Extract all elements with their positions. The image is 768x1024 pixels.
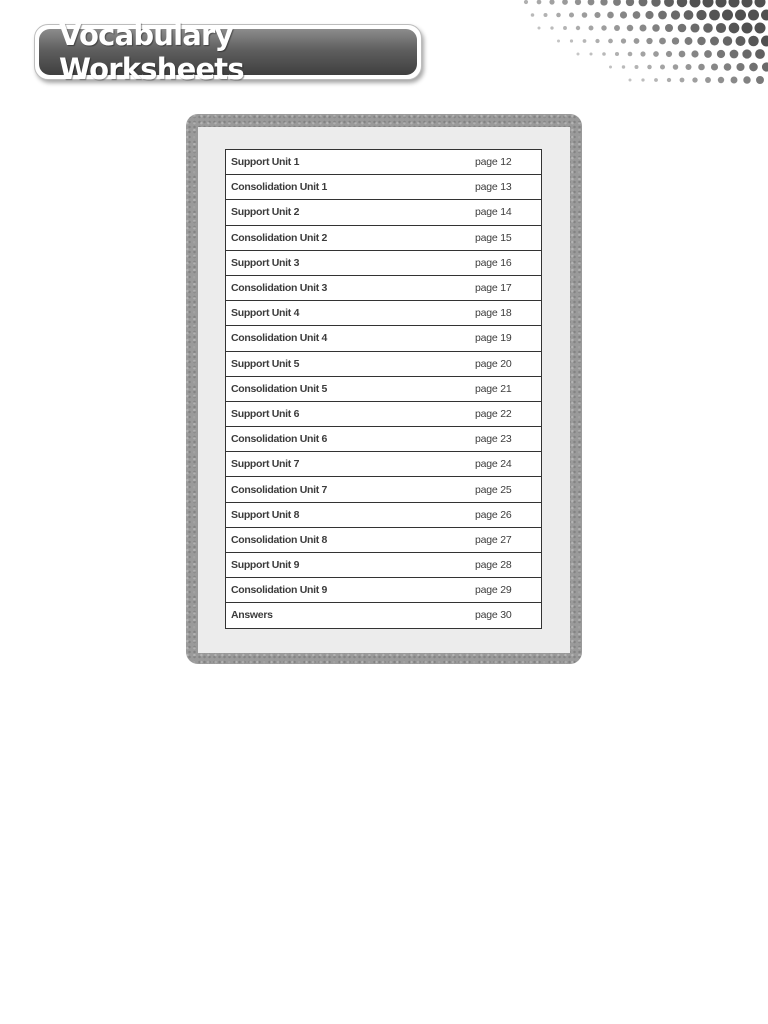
- halftone-dot: [576, 26, 580, 30]
- toc-entry-page: page 27: [475, 527, 542, 552]
- toc-entry-page: page 20: [475, 351, 542, 376]
- toc-entry-page: page 30: [475, 603, 542, 628]
- halftone-dot: [671, 10, 680, 19]
- toc-row: [226, 452, 542, 477]
- halftone-dot: [550, 26, 553, 29]
- toc-entry-label: Consolidation Unit 8: [226, 527, 476, 552]
- toc-entry-page: page 19: [475, 326, 542, 351]
- halftone-dot: [615, 52, 619, 56]
- halftone-dot: [563, 26, 567, 30]
- toc-entry-label: Support Unit 7: [226, 452, 476, 477]
- halftone-dot: [743, 76, 750, 83]
- toc-row: [226, 553, 542, 578]
- toc-row: [226, 578, 542, 603]
- halftone-dot: [742, 49, 751, 58]
- halftone-dot: [594, 12, 600, 18]
- halftone-dot: [698, 64, 705, 71]
- halftone-dot: [679, 51, 686, 58]
- halftone-dot: [621, 38, 626, 43]
- halftone-dot: [716, 0, 727, 8]
- halftone-dot: [665, 24, 673, 32]
- halftone-dot: [736, 36, 746, 46]
- halftone-dot: [600, 0, 607, 6]
- halftone-dot: [589, 26, 594, 31]
- toc-entry-label: Consolidation Unit 7: [226, 477, 476, 502]
- toc-row: [226, 150, 542, 175]
- halftone-dot: [704, 50, 712, 58]
- toc-row: [226, 527, 542, 552]
- halftone-dot: [531, 13, 535, 17]
- toc-row: [226, 401, 542, 426]
- halftone-dot: [710, 37, 719, 46]
- halftone-dot: [716, 23, 726, 33]
- halftone-dot: [614, 25, 620, 31]
- halftone-dot: [652, 24, 660, 32]
- toc-entry-label: Consolidation Unit 5: [226, 376, 476, 401]
- toc-row: [226, 326, 542, 351]
- halftone-dot: [538, 27, 541, 30]
- halftone-dot: [575, 0, 581, 5]
- toc-row: [226, 477, 542, 502]
- halftone-dot: [640, 51, 645, 56]
- toc-entry-page: page 17: [475, 275, 542, 300]
- halftone-dot: [645, 11, 653, 19]
- toc-table: [225, 149, 542, 629]
- halftone-dot: [633, 11, 641, 19]
- page-title: Vocabulary Worksheets: [59, 18, 244, 86]
- halftone-dot: [609, 66, 612, 69]
- halftone-dot: [696, 10, 706, 20]
- halftone-dot: [692, 77, 697, 82]
- halftone-dot: [582, 12, 588, 18]
- halftone-dot: [646, 38, 652, 44]
- halftone-dot: [627, 25, 633, 31]
- halftone-dot: [680, 78, 685, 83]
- toc-entry-label: Support Unit 5: [226, 351, 476, 376]
- halftone-dot: [761, 10, 768, 21]
- halftone-dot: [659, 38, 666, 45]
- halftone-dot: [589, 52, 592, 55]
- halftone-dot: [607, 12, 614, 19]
- halftone-dot: [736, 63, 744, 71]
- halftone-dot: [640, 25, 647, 32]
- halftone-dot: [577, 53, 580, 56]
- halftone-dot: [653, 51, 659, 57]
- toc-entry-label: Consolidation Unit 1: [226, 175, 476, 200]
- toc-entry-label: Consolidation Unit 6: [226, 427, 476, 452]
- toc-entry-page: page 29: [475, 578, 542, 603]
- toc-entry-page: page 15: [475, 225, 542, 250]
- halftone-dot: [697, 37, 705, 45]
- halftone-dot: [672, 37, 679, 44]
- toc-row: [226, 603, 542, 628]
- halftone-dot: [742, 23, 753, 34]
- toc-entry-page: page 25: [475, 477, 542, 502]
- halftone-dot: [705, 77, 711, 83]
- halftone-dot: [651, 0, 660, 7]
- halftone-dot: [755, 49, 765, 59]
- toc-row: [226, 250, 542, 275]
- title-banner-inner: [39, 18, 417, 86]
- toc-entry-page: page 24: [475, 452, 542, 477]
- halftone-dot: [660, 65, 665, 70]
- toc-row: [226, 427, 542, 452]
- toc-entry-label: Consolidation Unit 2: [226, 225, 476, 250]
- halftone-dot: [634, 38, 640, 44]
- toc-frame: [186, 114, 582, 664]
- toc-row: [226, 175, 542, 200]
- toc-entry-page: page 28: [475, 553, 542, 578]
- halftone-dot: [748, 10, 759, 21]
- toc-entry-label: Answers: [226, 603, 476, 628]
- halftone-dot: [639, 0, 648, 6]
- halftone-dot: [711, 63, 718, 70]
- halftone-dot: [722, 10, 733, 21]
- halftone-dot: [570, 39, 573, 42]
- toc-entry-label: Support Unit 2: [226, 200, 476, 225]
- halftone-dot: [690, 23, 699, 32]
- halftone-dot: [654, 78, 658, 82]
- halftone-dot: [718, 77, 724, 83]
- halftone-dot: [543, 13, 547, 17]
- halftone-dot: [749, 63, 758, 72]
- toc-panel: [198, 127, 570, 653]
- halftone-dot: [602, 52, 606, 56]
- halftone-dot: [748, 36, 758, 46]
- title-banner: [34, 18, 422, 86]
- halftone-dot: [684, 10, 694, 20]
- toc-row: [226, 200, 542, 225]
- halftone-dot: [673, 64, 679, 70]
- halftone-dot: [678, 24, 687, 33]
- halftone-dot: [685, 64, 691, 70]
- halftone-dot: [549, 0, 554, 5]
- halftone-dot: [620, 11, 627, 18]
- halftone-dot: [601, 25, 606, 30]
- halftone-dot: [709, 10, 720, 21]
- halftone-dot: [524, 0, 528, 4]
- halftone-dot: [537, 0, 542, 4]
- halftone-dot: [703, 23, 713, 33]
- toc-entry-label: Support Unit 4: [226, 301, 476, 326]
- halftone-dot: [666, 51, 672, 57]
- halftone-dot: [588, 0, 595, 5]
- halftone-dot: [557, 40, 560, 43]
- halftone-dot: [641, 78, 644, 81]
- halftone-dot: [664, 0, 674, 7]
- toc-entry-page: page 12: [475, 150, 542, 175]
- halftone-dot: [756, 76, 764, 84]
- halftone-dot: [761, 36, 768, 47]
- toc-entry-page: page 22: [475, 401, 542, 426]
- halftone-dot: [658, 11, 667, 20]
- toc-entry-label: Support Unit 9: [226, 553, 476, 578]
- halftone-dot: [691, 50, 698, 57]
- halftone-dot: [755, 0, 766, 8]
- toc-row: [226, 225, 542, 250]
- halftone-dot: [595, 39, 599, 43]
- halftone-dot: [613, 0, 621, 6]
- halftone-dot: [690, 0, 701, 7]
- halftone-dot: [735, 10, 746, 21]
- toc-entry-label: Consolidation Unit 3: [226, 275, 476, 300]
- halftone-dot: [622, 65, 625, 68]
- toc-entry-label: Consolidation Unit 4: [226, 326, 476, 351]
- toc-row: [226, 351, 542, 376]
- toc-entry-label: Support Unit 3: [226, 250, 476, 275]
- toc-entry-page: page 13: [475, 175, 542, 200]
- toc-row: [226, 301, 542, 326]
- toc-row: [226, 275, 542, 300]
- halftone-dot: [730, 50, 739, 59]
- toc-entry-label: Consolidation Unit 9: [226, 578, 476, 603]
- halftone-dot: [731, 77, 738, 84]
- toc-entry-page: page 18: [475, 301, 542, 326]
- toc-entry-label: Support Unit 6: [226, 401, 476, 426]
- halftone-dot: [626, 0, 634, 6]
- halftone-dot: [583, 39, 587, 43]
- halftone-dot: [562, 0, 568, 5]
- halftone-dot: [647, 65, 651, 69]
- toc-entry-page: page 23: [475, 427, 542, 452]
- halftone-dot: [703, 0, 714, 8]
- halftone-dot: [667, 78, 671, 82]
- toc-row: [226, 502, 542, 527]
- halftone-dot: [729, 0, 740, 8]
- halftone-dot: [762, 62, 768, 71]
- toc-entry-label: Support Unit 8: [226, 502, 476, 527]
- toc-entry-page: page 26: [475, 502, 542, 527]
- halftone-dot: [724, 63, 732, 71]
- halftone-dot: [723, 36, 732, 45]
- halftone-dot: [755, 23, 766, 34]
- toc-row: [226, 376, 542, 401]
- halftone-dot: [717, 50, 725, 58]
- halftone-dot: [629, 79, 632, 82]
- halftone-dot: [628, 52, 633, 57]
- halftone-dot: [635, 65, 639, 69]
- toc-entry-page: page 21: [475, 376, 542, 401]
- halftone-dot: [685, 37, 693, 45]
- halftone-dot: [569, 12, 574, 17]
- toc-entry-page: page 14: [475, 200, 542, 225]
- halftone-dot: [608, 39, 613, 44]
- halftone-dot: [729, 23, 740, 34]
- halftone-dot: [677, 0, 687, 7]
- halftone-dot: [556, 13, 561, 18]
- halftone-dots-decoration: [518, 0, 768, 95]
- toc-entry-label: Support Unit 1: [226, 150, 476, 175]
- halftone-dot: [742, 0, 753, 8]
- toc-entry-page: page 16: [475, 250, 542, 275]
